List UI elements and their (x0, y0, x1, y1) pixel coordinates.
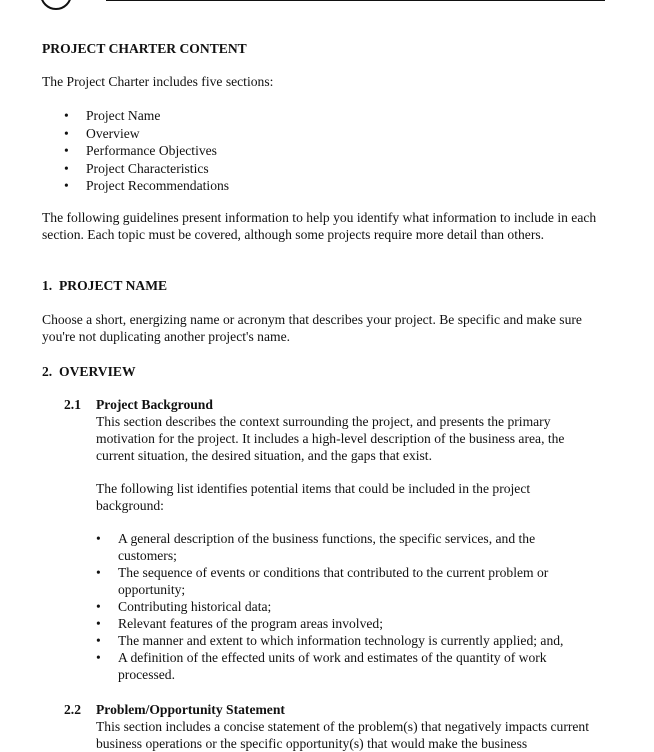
bullet-icon: • (96, 633, 101, 648)
logo-circle-icon (40, 0, 72, 10)
list-item: • Performance Objectives (64, 143, 217, 158)
sections-list (64, 107, 229, 195)
list-item: • Project Name (64, 108, 161, 123)
bullet-icon: • (96, 531, 101, 546)
bullet-icon: • (96, 650, 101, 665)
guidelines-text: The following guidelines present information to help you identify what information to include in each section. Each topic must be covered, although some projects require more detail than others. (42, 210, 597, 242)
list-item: • Overview (64, 125, 140, 141)
list-item: • Relevant features of the program areas involved; (96, 616, 383, 631)
problem-statement-text: This section includes a concise statement of the problem(s) that negatively impacts current business operations or the specific opportunity(s) that would make the business (96, 719, 589, 751)
document-title: PROJECT CHARTER CONTENT (42, 41, 247, 56)
bullet-icon: • (96, 599, 101, 614)
list-item: • Project Recommendations (64, 178, 230, 193)
bullet-icon: • (64, 125, 69, 141)
section-heading-overview: 2. OVERVIEW (42, 364, 136, 379)
list-item: • The manner and extent to which information technology is currently applied; and, (96, 633, 564, 648)
background-items-list (96, 530, 596, 683)
intro-text: The Project Charter includes five sections: (42, 74, 274, 89)
header-rule (106, 0, 605, 1)
list-item: • Contributing historical data; (96, 599, 272, 614)
subsection-title-project-background: Project Background (96, 397, 213, 412)
section-heading-project-name: 1. PROJECT NAME (42, 278, 168, 293)
list-item: • The sequence of events or conditions that contributed to the current problem or opportunity; (96, 565, 549, 597)
bullet-icon: • (96, 565, 101, 580)
background-list-intro: The following list identifies potential items that could be included in the project background: (96, 481, 531, 513)
list-item: • Project Characteristics (64, 160, 209, 176)
subsection-title-problem-opportunity: Problem/Opportunity Statement (96, 702, 285, 717)
subsection-number: 2.1 (64, 397, 81, 412)
project-name-text: Choose a short, energizing name or acronym that describes your project. Be specific and make sure you're not duplicating another project's name. (42, 312, 582, 344)
subsection-number: 2.2 (64, 702, 81, 717)
project-background-text: This section describes the context surrounding the project, and presents the primary motivation for the project. It includes a high-level description of the business area, the current situation, the desired situation, and the gaps that exist. (96, 414, 565, 463)
bullet-icon: • (64, 178, 69, 193)
bullet-icon: • (96, 616, 101, 631)
bullet-icon: • (64, 108, 69, 123)
list-item: • A definition of the effected units of work and estimates of the quantity of work processed. (96, 650, 547, 682)
list-item: • A general description of the business functions, the specific services, and the customers; (96, 531, 536, 563)
bullet-icon: • (64, 143, 69, 158)
bullet-icon: • (64, 160, 69, 176)
